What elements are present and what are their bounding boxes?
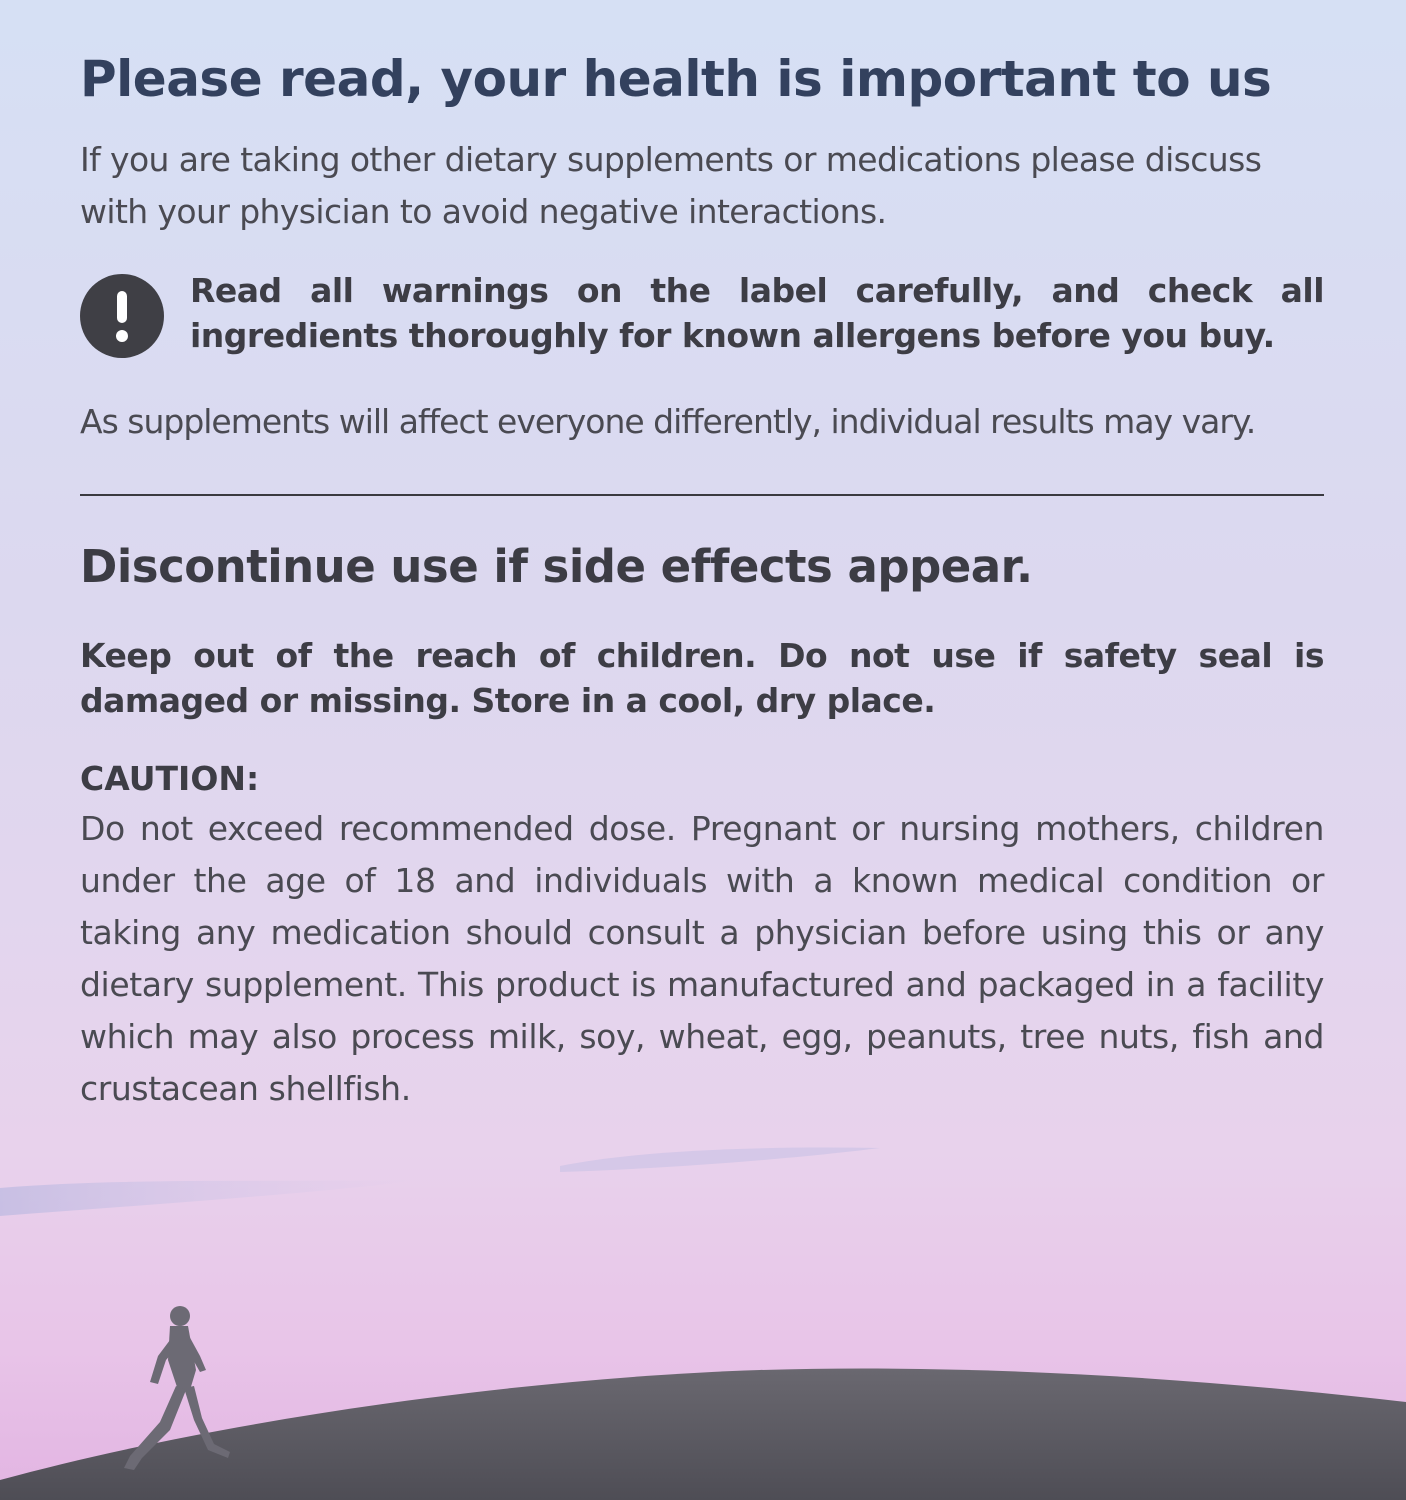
section-divider xyxy=(80,494,1324,496)
discontinue-heading: Discontinue use if side effects appear. xyxy=(80,540,1033,593)
cloud-streak-right xyxy=(560,1148,880,1172)
results-disclaimer: As supplements will affect everyone differently, individual results may vary. xyxy=(80,402,1256,441)
caution-paragraph: Do not exceed recommended dose. Pregnant or nursing mothers, children under the age of 18 and individuals with a known medical condition or taking any medication should consult a physician before using this or any dietary supplement. This product is manufactured and packaged in a facility which may also process milk, soy, wheat, egg, peanuts, tree nuts, fish and crustacean shellfish. xyxy=(80,809,1324,1108)
exclamation-circle-icon xyxy=(80,274,164,358)
intro-paragraph: If you are taking other dietary supplements or medications please discuss with your physician to avoid negative interactions. xyxy=(80,140,1262,231)
hill xyxy=(0,1368,1406,1500)
page-title: Please read, your health is important to us xyxy=(80,50,1272,108)
caution-heading: CAUTION: xyxy=(80,759,260,798)
storage-warning-text: Keep out of the reach of children. Do not use if safety seal is damaged or missing. Store in a cool, dry place. xyxy=(80,636,1324,720)
hill-runner-scene xyxy=(0,1120,1406,1500)
cloud-streak-left xyxy=(0,1180,420,1216)
label-warning-text: Read all warnings on the label carefully, and check all ingredients thoroughly for known allergens before you buy. xyxy=(190,271,1324,355)
